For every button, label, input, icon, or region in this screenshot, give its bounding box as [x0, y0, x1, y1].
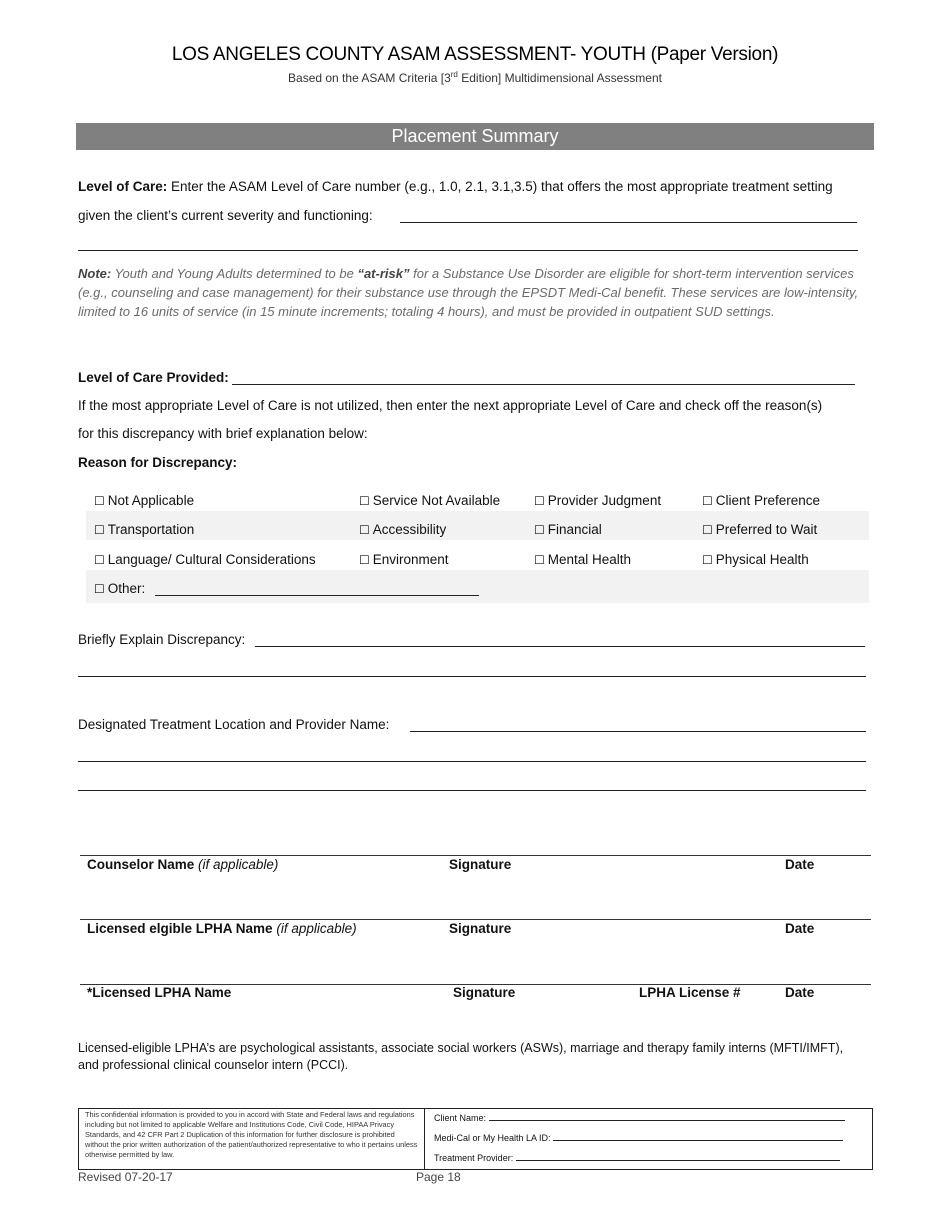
counselor-name-label: Counselor Name (if applicable) [87, 857, 279, 872]
reason-physical-health[interactable]: ☐ Physical Health [702, 552, 809, 567]
checkbox-icon: ☐ [702, 494, 713, 508]
discrepancy-instruction-2: for this discrepancy with brief explanation below: [78, 426, 368, 441]
level-of-care-input-line-2[interactable] [78, 236, 858, 251]
licensed-lpha-name-label: *Licensed LPHA Name [87, 985, 232, 1000]
treatment-location-input-line-3[interactable] [78, 776, 866, 791]
explain-discrepancy-input-line[interactable] [255, 632, 865, 647]
page-number: Page 18 [416, 1170, 461, 1184]
checkbox-icon: ☐ [534, 553, 545, 567]
reason-provider-judgment[interactable]: ☐ Provider Judgment [534, 493, 662, 508]
reason-language-cultural[interactable]: ☐ Language/ Cultural Considerations [94, 552, 316, 567]
reason-other[interactable]: ☐ Other: [94, 581, 146, 596]
treatment-location-input-line[interactable] [410, 717, 866, 732]
reason-service-not-available[interactable]: ☐ Service Not Available [359, 493, 501, 508]
level-of-care-provided-input-line[interactable] [232, 370, 855, 385]
lpha-definition: Licensed-eligible LPHA’s are psychological assistants, associate social workers (ASWs), marriage and therapy family interns (MFTI/IMFT), and professional clinical counselor intern (PCCI). [78, 1041, 844, 1072]
licensed-eligible-signature-label: Signature [449, 921, 512, 936]
reason-other-input-line[interactable] [155, 581, 479, 596]
checkbox-icon: ☐ [702, 523, 713, 537]
discrepancy-instruction: If the most appropriate Level of Care is not utilized, then enter the next appropriate Level of Care and check off the reason(s) [78, 398, 823, 413]
treatment-location-label: Designated Treatment Location and Provider Name: [78, 717, 390, 732]
client-name-field[interactable]: Client Name: [434, 1111, 845, 1123]
explain-discrepancy-input-line-2[interactable] [78, 662, 866, 677]
section-banner: Placement Summary [76, 123, 874, 150]
lpha-license-number-label: LPHA License # [639, 985, 741, 1000]
level-of-care-provided-label: Level of Care Provided: [78, 370, 229, 385]
reason-financial[interactable]: ☐ Financial [534, 522, 602, 537]
reason-mental-health[interactable]: ☐ Mental Health [534, 552, 632, 567]
treatment-location-input-line-2[interactable] [78, 747, 866, 762]
licensed-eligible-name-label: Licensed elgible LPHA Name (if applicable) [87, 921, 357, 936]
checkbox-icon: ☐ [702, 553, 713, 567]
reason-environment[interactable]: ☐ Environment [359, 552, 449, 567]
signature-rule [80, 855, 871, 856]
at-risk-term: “at-risk” [357, 266, 410, 281]
licensed-lpha-date-label: Date [785, 985, 815, 1000]
reason-for-discrepancy-label: Reason for Discrepancy: [78, 455, 238, 470]
at-risk-note: Note: Youth and Young Adults determined to be “at-risk” for a Substance Use Disorder are eligible for short-term intervention services (e.g., counseling and case management) for their substance use through the EPSDT Medi-Cal benefit. These services are low-intensity, limited to 16 units of service (in 15 minute increments; totaling 4 hours), and must be provided in outpatient SUD settings. [78, 266, 859, 319]
checkbox-icon: ☐ [534, 494, 545, 508]
checkbox-icon: ☐ [359, 494, 370, 508]
revised-date: Revised 07-20-17 [78, 1170, 173, 1184]
checkbox-icon: ☐ [94, 494, 105, 508]
signature-rule [80, 919, 871, 920]
level-of-care-instruction-2: given the client’s current severity and functioning: [78, 208, 373, 223]
reason-transportation[interactable]: ☐ Transportation [94, 522, 195, 537]
checkbox-icon: ☐ [359, 553, 370, 567]
page-title: LOS ANGELES COUNTY ASAM ASSESSMENT- YOUTH (Paper Version) [171, 44, 779, 65]
reason-preferred-to-wait[interactable]: ☐ Preferred to Wait [702, 522, 818, 537]
page-subtitle: Based on the ASAM Criteria [3rd Edition] Multidimensional Assessment [288, 70, 662, 85]
reason-client-preference[interactable]: ☐ Client Preference [702, 493, 821, 508]
confidentiality-notice: This confidential information is provided to you in accord with State and Federal laws and regulations including but not limited to applicable Welfare and Institutions Code, Civil Code, HIPAA Privacy Standards, and 42 CFR Part 2 Duplication of this information for further disclosure is prohibited without the prior written authorization of the patient/authorized representative to who it pertains unless otherwise permitted by law. [79, 1109, 425, 1169]
reason-not-applicable[interactable]: ☐ Not Applicable [94, 493, 195, 508]
licensed-lpha-signature-label: Signature [453, 985, 516, 1000]
counselor-date-label: Date [785, 857, 815, 872]
level-of-care-instruction: Level of Care: Enter the ASAM Level of Care number (e.g., 1.0, 2.1, 3.1,3.5) that offers the most appropriate treatment setting [78, 179, 833, 194]
checkbox-icon: ☐ [359, 523, 370, 537]
explain-discrepancy-label: Briefly Explain Discrepancy: [78, 632, 246, 647]
reason-accessibility[interactable]: ☐ Accessibility [359, 522, 447, 537]
licensed-eligible-date-label: Date [785, 921, 815, 936]
level-of-care-label: Level of Care: [78, 179, 168, 194]
level-of-care-input-line[interactable] [400, 208, 857, 223]
note-label: Note: [78, 266, 112, 281]
confidentiality-footer [78, 1108, 873, 1170]
checkbox-icon: ☐ [534, 523, 545, 537]
checkbox-icon: ☐ [94, 553, 105, 567]
counselor-signature-label: Signature [449, 857, 512, 872]
checkbox-icon: ☐ [94, 523, 105, 537]
medi-cal-id-field[interactable]: Medi-Cal or My Health LA ID: [434, 1131, 843, 1143]
treatment-provider-field[interactable]: Treatment Provider: [434, 1151, 840, 1163]
checkbox-icon: ☐ [94, 582, 105, 596]
